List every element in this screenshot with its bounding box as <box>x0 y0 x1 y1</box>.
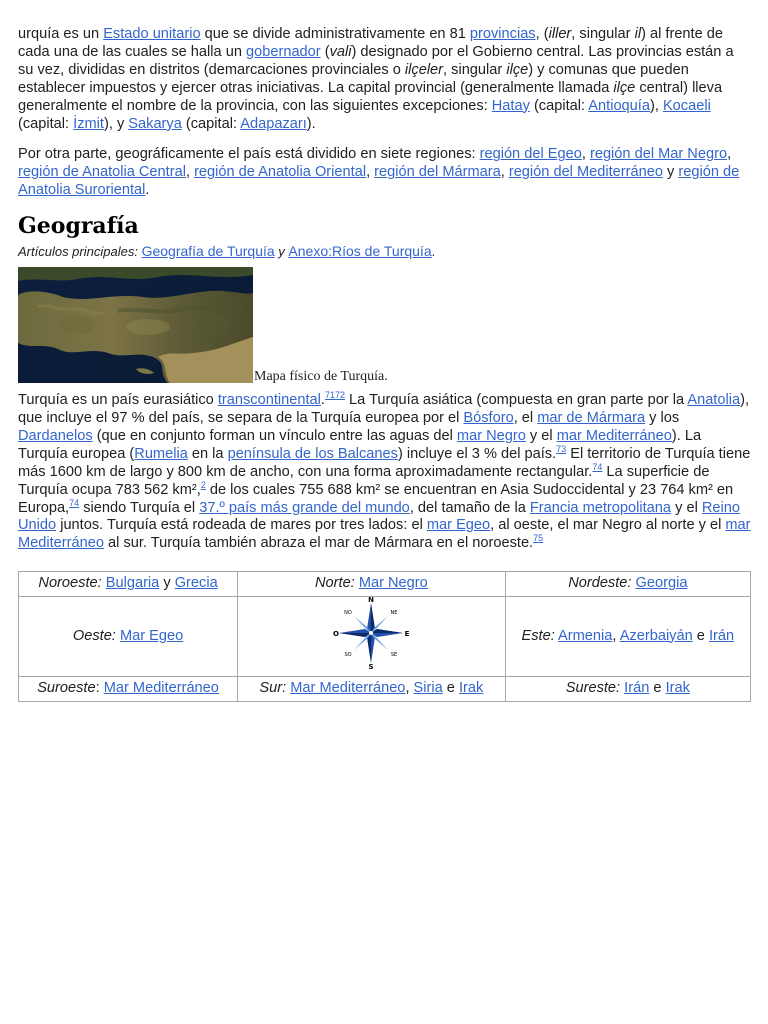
text: . <box>320 392 325 409</box>
link-bulgaria[interactable]: Bulgaria <box>105 575 160 592</box>
ref-link[interactable]: 2 <box>200 479 206 490</box>
cell-nordeste <box>505 572 750 597</box>
text: e <box>692 627 709 644</box>
link-grecia[interactable]: Grecia <box>174 575 218 592</box>
text: ), que incluye el 97 % del país, se separa de la Turquía europea por el <box>18 392 750 426</box>
link-rios-turquia[interactable]: Anexo:Ríos de Turquía <box>288 243 432 260</box>
turkey-satellite-map[interactable] <box>18 267 253 383</box>
text: y <box>159 575 175 592</box>
text: , <box>405 680 414 697</box>
text: juntos. Turquía está rodeada de mares por tres lados: el <box>56 517 427 534</box>
text: ). La Turquía europea ( <box>18 427 702 462</box>
link-transcontinental[interactable]: transcontinental <box>217 392 321 409</box>
ref-link[interactable]: 74 <box>592 461 603 472</box>
text: , el <box>513 409 538 426</box>
text: ) y comunas que pueden establecer impuestos y ejercer otras iniciativas. La capital provincial (generalmente llamada <box>18 61 689 96</box>
geografia-paragraph <box>18 392 751 553</box>
text: La superficie de Turquía ocupa 783 562 km², <box>18 463 710 498</box>
table-row <box>19 677 751 702</box>
text: y los <box>645 409 680 426</box>
reference <box>592 462 602 472</box>
term-ilceler: ilçeler <box>404 61 444 78</box>
reference <box>69 498 79 508</box>
compass-no: NO <box>344 610 353 617</box>
link-region-anatolia-suroriental[interactable]: región de Anatolia Suroriental <box>18 164 740 199</box>
text: que se divide administrativamente en 81 <box>200 26 470 42</box>
reference <box>533 533 543 543</box>
link-region-anatolia-oriental[interactable]: región de Anatolia Oriental <box>194 164 367 181</box>
hatnote <box>18 243 751 261</box>
link-iran[interactable]: Irán <box>708 627 735 644</box>
link-gobernador[interactable]: gobernador <box>246 43 321 60</box>
link-iran[interactable]: Irán <box>624 680 650 697</box>
link-irak[interactable]: Irak <box>458 680 484 697</box>
text: , <box>727 146 732 163</box>
term-ilce: ilçe <box>613 79 636 96</box>
ref-link[interactable]: 75 <box>533 533 544 544</box>
link-mar-egeo[interactable]: mar Egeo <box>426 517 491 534</box>
link-mar-mediterraneo[interactable]: Mar Mediterráneo <box>103 680 219 697</box>
ref-link[interactable]: 7172 <box>324 390 345 401</box>
text: (capital: <box>181 115 241 132</box>
cell-suroeste <box>19 677 238 702</box>
link-sakarya[interactable]: Sakarya <box>128 115 182 132</box>
text: e <box>649 680 666 697</box>
link-provincias[interactable]: provincias <box>469 26 536 42</box>
text: , <box>500 164 509 181</box>
text: urquía es un <box>18 26 104 42</box>
link-irak[interactable]: Irak <box>665 680 690 697</box>
link-mar-negro[interactable]: mar Negro <box>456 427 526 444</box>
intro-paragraph-2 <box>18 146 751 200</box>
link-37-pais[interactable]: 37.º país más grande del mundo <box>199 499 410 516</box>
cell-este <box>505 597 750 677</box>
text: central) lleva generalmente el nombre de la provincia, con las siguientes excepciones: <box>18 79 723 114</box>
link-izmit[interactable]: İzmit <box>73 115 104 132</box>
text: Turquía es un país eurasiático <box>18 392 218 409</box>
cell-sur <box>238 677 506 702</box>
link-region-mar-negro[interactable]: región del Mar Negro <box>589 146 728 163</box>
text: de los cuales 755 688 km² se encuentran en Asia Sudoccidental y 23 764 km² en Europa, <box>18 481 734 516</box>
reference <box>325 390 345 400</box>
term-il: il <box>634 26 642 42</box>
text: , ( <box>535 26 549 42</box>
hatnote-label: Artículos principales: <box>18 244 138 260</box>
link-mar-mediterraneo[interactable]: mar Mediterráneo <box>18 517 751 552</box>
text: Por otra parte, geográficamente el país está dividido en siete regiones: <box>18 146 480 163</box>
compass-e: E <box>404 630 410 639</box>
direction-label: Este: <box>521 627 555 644</box>
compass-rose-icon <box>333 597 409 670</box>
compass-n: N <box>368 597 375 605</box>
text: El territorio de Turquía tiene más 1600 km de largo y 800 km de ancho, con una forma aproximadamente rectangular. <box>18 445 751 480</box>
text: (que en conjunto forman un vínculo entre las aguas del <box>92 427 457 444</box>
text: ), y <box>103 115 129 132</box>
link-region-mediterraneo[interactable]: región del Mediterráneo <box>508 164 663 181</box>
direction-label: Sureste: <box>565 680 621 697</box>
cell-noroeste <box>19 572 238 597</box>
text: , <box>366 164 375 181</box>
compass-ne: NE <box>390 610 398 617</box>
text: , <box>612 627 620 644</box>
text: y el <box>671 499 702 516</box>
link-region-egeo[interactable]: región del Egeo <box>479 146 582 163</box>
link-region-marmara[interactable]: región del Mármara <box>374 164 501 181</box>
direction-label: Norte: <box>315 575 355 592</box>
text: La Turquía asiática (compuesta en gran parte por la <box>344 392 688 409</box>
link-francia-metropolitana[interactable]: Francia metropolitana <box>529 499 672 516</box>
text: en la <box>187 445 228 462</box>
cell-oeste <box>19 597 238 677</box>
link-siria[interactable]: Siria <box>413 680 443 697</box>
text: . <box>431 244 436 260</box>
table-row <box>19 597 751 677</box>
text: , del tamaño de la <box>409 499 530 516</box>
link-antioquia[interactable]: Antioquía <box>588 97 650 114</box>
link-adapazari[interactable]: Adapazarı <box>240 115 307 132</box>
section-heading-geografia: Geografía <box>18 213 139 240</box>
text: , singular <box>443 61 507 78</box>
link-estado-unitario[interactable]: Estado unitario <box>103 26 201 42</box>
link-rumelia[interactable]: Rumelia <box>134 445 188 462</box>
borders-table <box>18 571 751 702</box>
text: , <box>185 164 195 181</box>
link-bosforo[interactable]: Bósforo <box>463 409 514 426</box>
link-mar-mediterraneo[interactable]: mar Mediterráneo <box>556 427 672 444</box>
cell-sureste <box>505 677 750 702</box>
text: , al oeste, el mar Negro al norte y el <box>490 517 726 534</box>
link-hatay[interactable]: Hatay <box>491 97 530 114</box>
text: : <box>95 680 100 697</box>
article-body <box>18 26 751 702</box>
link-geografia-turquia[interactable]: Geografía de Turquía <box>141 243 275 260</box>
compass-s: S <box>368 663 374 671</box>
link-anatolia[interactable]: Anatolia <box>687 392 741 409</box>
text: e <box>442 680 459 697</box>
cell-norte <box>238 572 506 597</box>
intro-paragraph-1 <box>18 26 751 133</box>
text: . <box>145 182 150 199</box>
text: , singular <box>571 26 635 42</box>
link-kocaeli[interactable]: Kocaeli <box>662 97 711 114</box>
link-azerbaiyan[interactable]: Azerbaiyán <box>619 627 693 644</box>
direction-label: Nordeste: <box>568 575 632 592</box>
link-mar-mediterraneo[interactable]: Mar Mediterráneo <box>290 680 406 697</box>
text: y <box>662 164 679 181</box>
compass-se: SE <box>391 652 398 659</box>
term-vali: vali <box>329 43 352 60</box>
text: ) al frente de cada una de las cuales se halla un <box>18 26 724 60</box>
text: al sur. Turquía también abraza el mar de Mármara en el noroeste. <box>104 535 534 552</box>
direction-label: Sur: <box>259 680 287 697</box>
reference <box>556 444 566 454</box>
link-peninsula-balcanes[interactable]: península de los Balcanes <box>227 445 398 462</box>
link-region-anatolia-central[interactable]: región de Anatolia Central <box>18 164 186 181</box>
link-reino-unido[interactable]: Reino Unido <box>18 499 741 534</box>
link-mar-de-marmara[interactable]: mar de Mármara <box>537 409 646 426</box>
cell-compass <box>238 597 506 677</box>
term-ilce: ilçe <box>506 61 529 78</box>
link-mar-negro[interactable]: Mar Negro <box>358 575 428 592</box>
link-mar-egeo[interactable]: Mar Egeo <box>119 627 184 644</box>
ref-link[interactable]: 73 <box>556 443 567 454</box>
text: ) designado por el Gobierno central. Las provincias están a su vez, divididas en distritos (demarcaciones provinciales o <box>18 43 734 78</box>
text: y <box>274 244 289 260</box>
link-georgia[interactable]: Georgia <box>635 575 688 592</box>
direction-label: Suroeste <box>37 680 96 697</box>
figure-caption: Mapa físico de Turquía. <box>254 369 388 385</box>
text: ( <box>320 43 330 60</box>
figure-map <box>18 267 751 383</box>
text: ). <box>306 115 316 132</box>
compass-so: SO <box>344 652 352 659</box>
text: y el <box>525 427 557 444</box>
compass-o: O <box>333 630 340 639</box>
term-iller: iller <box>548 26 572 42</box>
text: siendo Turquía el <box>79 499 200 516</box>
text: ), <box>649 97 663 114</box>
direction-label: Oeste: <box>72 627 116 644</box>
text: (capital: <box>529 97 589 114</box>
text: , <box>581 146 590 163</box>
text: ) incluye el 3 % del país. <box>397 445 557 462</box>
text: (capital: <box>18 115 74 132</box>
link-dardanelos[interactable]: Dardanelos <box>18 427 93 444</box>
table-row <box>19 572 751 597</box>
ref-link[interactable]: 74 <box>69 497 80 508</box>
direction-label: Noroeste: <box>38 575 102 592</box>
link-armenia[interactable]: Armenia <box>558 627 613 644</box>
